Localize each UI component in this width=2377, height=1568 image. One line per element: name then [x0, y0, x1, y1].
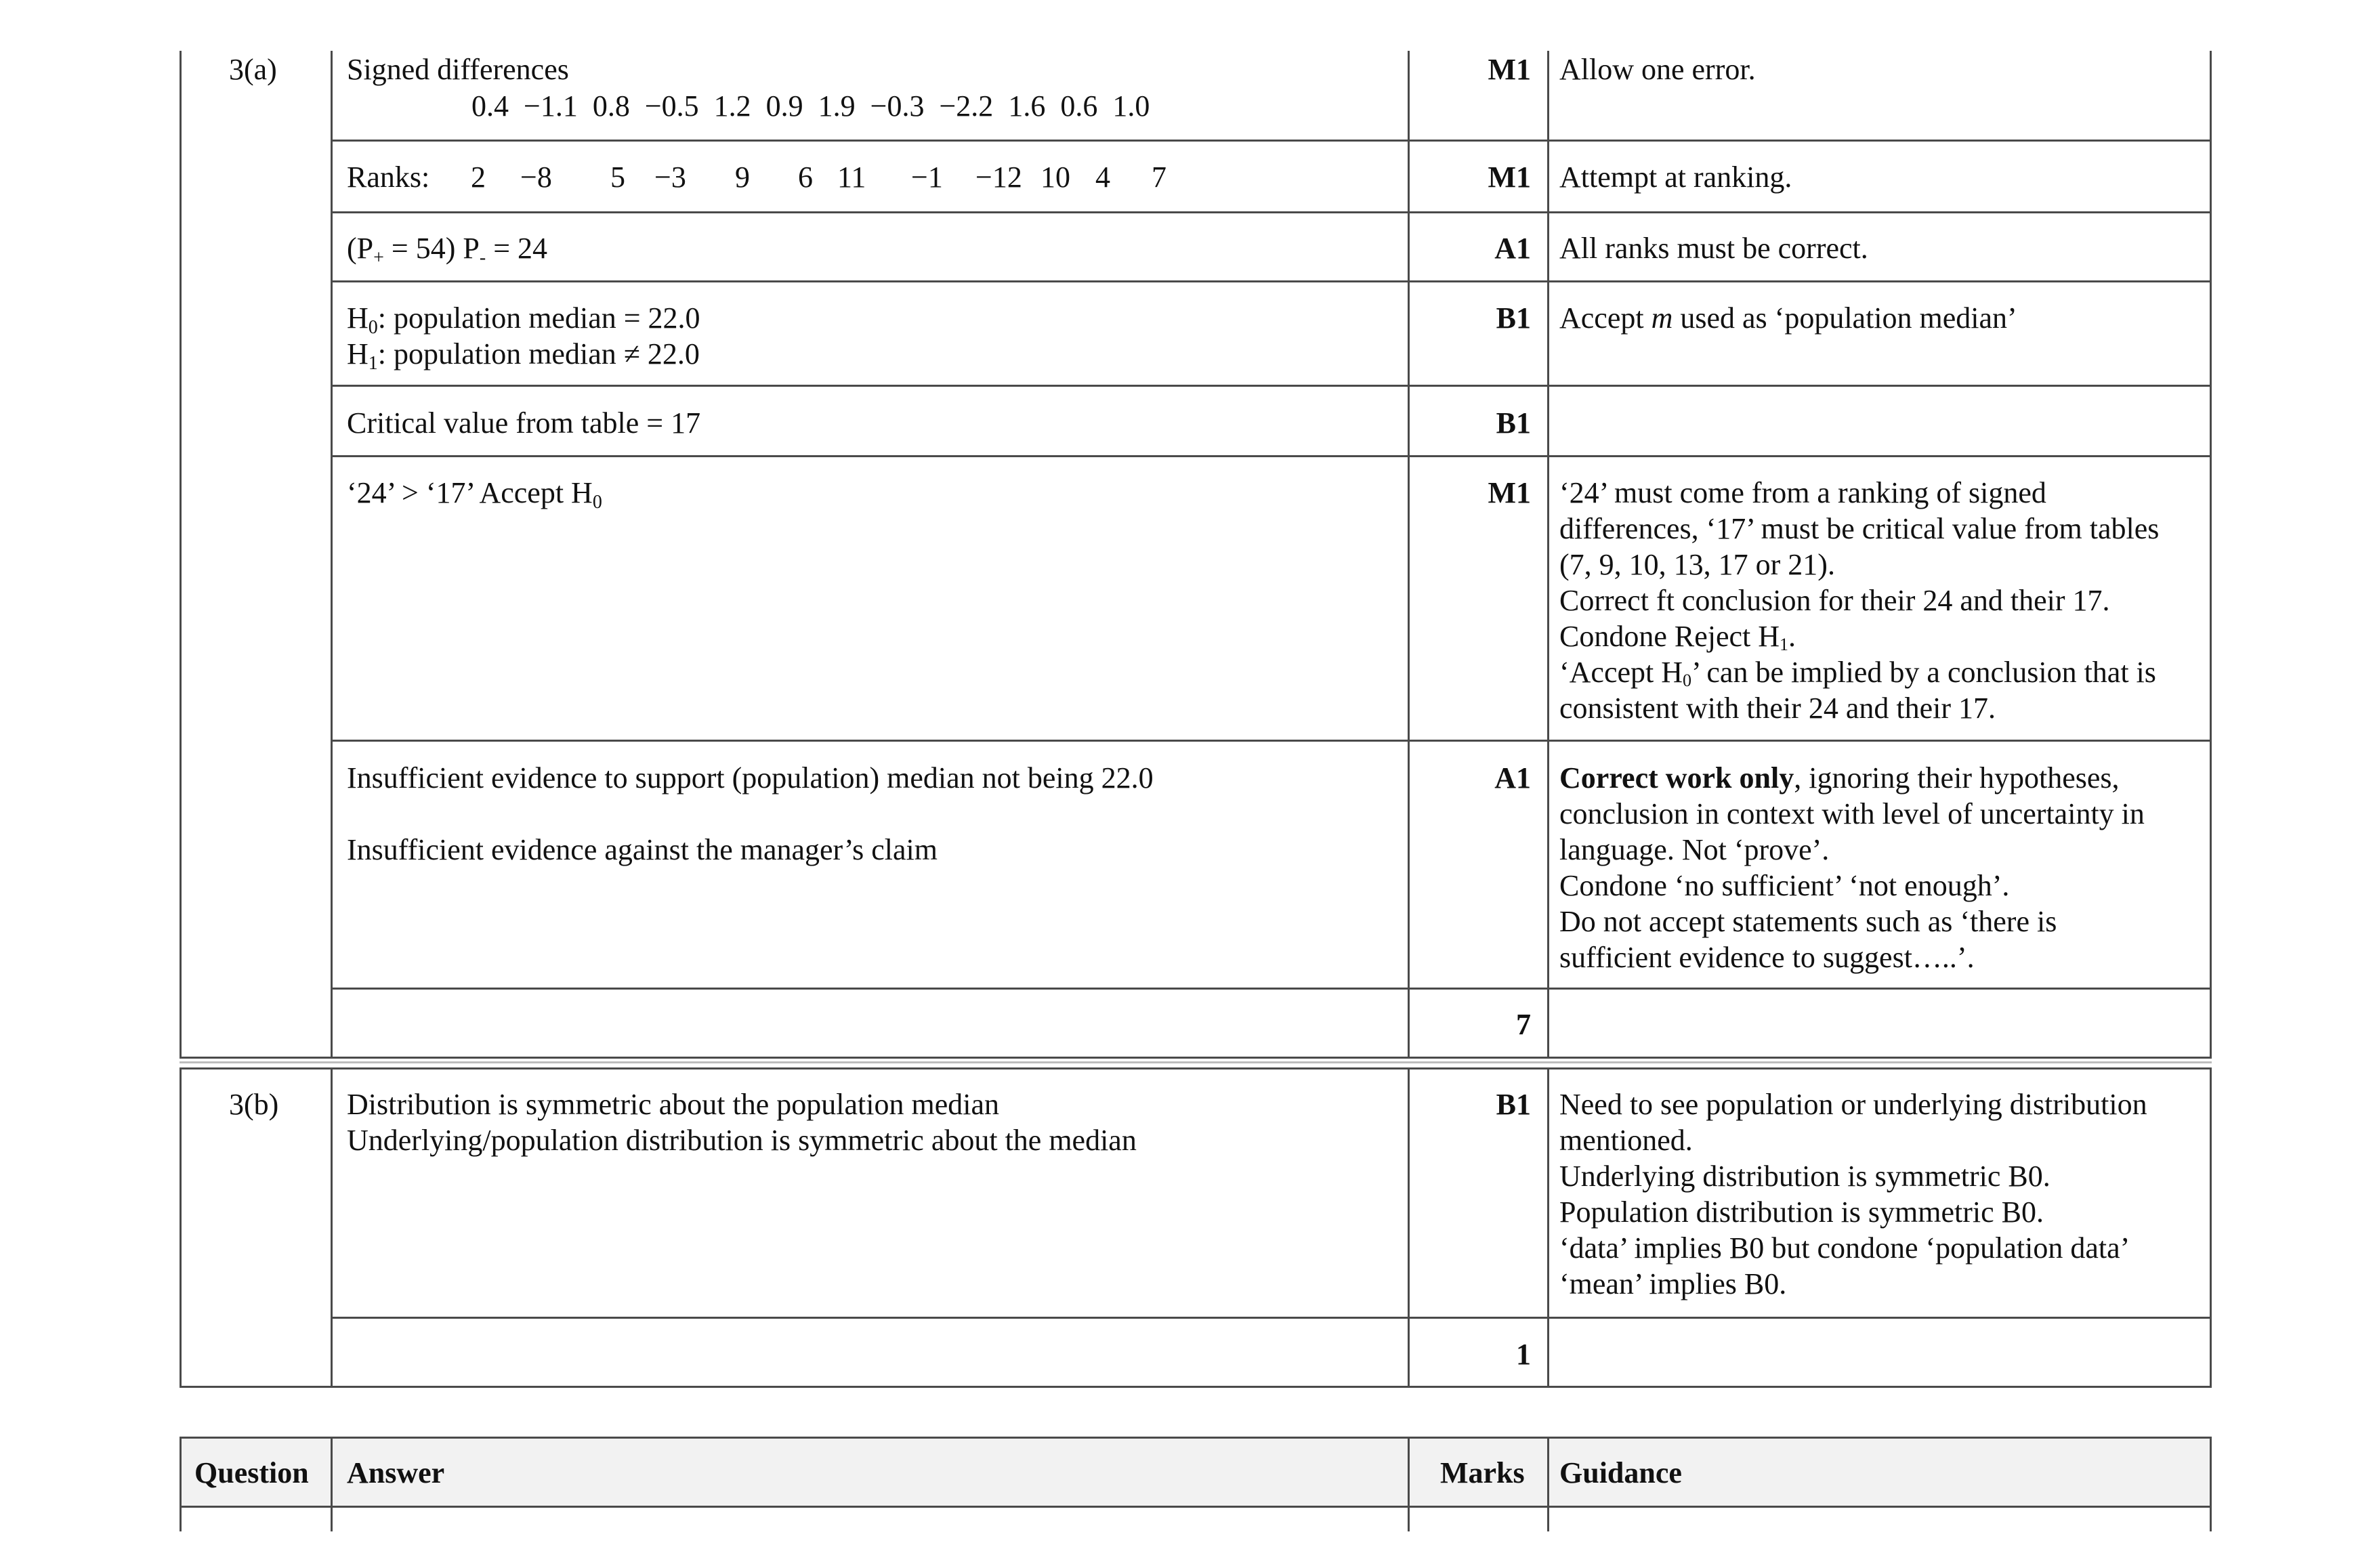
guidance-line: (7, 9, 10, 13, 17 or 21). — [1559, 548, 1835, 581]
signed-differences-values — [471, 88, 1150, 124]
rank-value: −12 — [975, 161, 1022, 194]
null-hypothesis — [347, 300, 700, 336]
alternative-hypothesis — [347, 336, 700, 372]
guidance-line: differences, ‘17’ must be critical value from tables — [1559, 512, 2160, 545]
grid-line — [180, 1067, 2212, 1069]
signed-value: −0.3 — [870, 89, 925, 123]
grid-line — [180, 1437, 182, 1531]
compare-text: ‘24’ > ‘17’ Accept H — [347, 476, 593, 509]
rank-value: 4 — [1095, 161, 1110, 194]
signed-differences-title: Signed differences — [347, 53, 569, 86]
header-question: Question — [194, 1456, 309, 1489]
h0-sub: 0 — [368, 317, 378, 338]
guidance-text: , ignoring their hypotheses, — [1794, 761, 2120, 794]
guidance-line: consistent with their 24 and their 17. — [1559, 692, 1996, 725]
rank-value: 6 — [798, 161, 813, 194]
question-label-3b: 3(b) — [229, 1088, 279, 1121]
ranks-label: Ranks: — [347, 161, 430, 194]
guidance-line: ‘mean’ implies B0. — [1559, 1267, 1787, 1300]
grid-line — [331, 211, 2212, 213]
pplus-rest: = 54) P — [383, 232, 480, 265]
guidance-line: Underlying distribution is symmetric B0. — [1559, 1160, 2050, 1193]
guidance-text: Accept — [1559, 301, 1652, 335]
rank-value: 11 — [837, 161, 866, 194]
guidance-text: used as ‘population median’ — [1673, 301, 2017, 335]
mark-total: 1 — [1516, 1338, 1531, 1371]
guidance-line: ‘24’ must come from a ranking of signed — [1559, 476, 2046, 509]
signed-value: 1.2 — [713, 89, 751, 123]
guidance-ranks-correct — [1559, 230, 1868, 266]
rank-value: 5 — [610, 161, 625, 194]
header-guidance: Guidance — [1559, 1456, 1682, 1489]
guidance-allow-error — [1559, 51, 1756, 87]
rank-sums — [347, 230, 547, 266]
guidance-line: Correct ft conclusion for their 24 and their 17. — [1559, 584, 2110, 617]
compare-sub: 0 — [592, 492, 602, 513]
mark-code: B1 — [1496, 406, 1531, 440]
conclusion-line-1: Insufficient evidence to support (population) median not being 22.0 — [347, 761, 1154, 794]
guidance-text: . — [1788, 620, 1796, 653]
pminus-rest: = 24 — [486, 232, 548, 265]
guidance-bold: Correct work only — [1559, 761, 1794, 794]
h0-prefix: H — [347, 301, 369, 335]
guidance-comparison — [1559, 475, 2159, 726]
h1-text: : population median ≠ 22.0 — [377, 337, 700, 370]
rank-value: −3 — [654, 161, 686, 194]
guidance-line: sufficient evidence to suggest…..’. — [1559, 941, 1975, 974]
h0-text: : population median = 22.0 — [377, 301, 700, 335]
mark-code: M1 — [1488, 161, 1531, 194]
grid-line — [331, 51, 333, 1058]
grid-line — [331, 1067, 333, 1388]
mark-total: 7 — [1516, 1008, 1531, 1041]
grid-line — [2210, 51, 2212, 1058]
grid-line — [1547, 1437, 1549, 1531]
rank-value: −8 — [520, 161, 552, 194]
mark-code: M1 — [1488, 476, 1531, 509]
comparison-conclusion — [347, 475, 602, 511]
guidance-line: Condone ‘no sufficient’ ‘not enough’. — [1559, 869, 2010, 902]
signed-value: −2.2 — [939, 89, 994, 123]
mark-code: B1 — [1496, 301, 1531, 335]
guidance-line — [1559, 654, 2159, 690]
guidance-text: ’ can be implied by a conclusion that is — [1691, 656, 2156, 689]
guidance-symmetry — [1559, 1086, 2147, 1302]
h1-sub: 1 — [368, 353, 378, 374]
signed-value: 1.9 — [818, 89, 856, 123]
guidance-line: Attempt at ranking. — [1559, 161, 1792, 194]
guidance-line: Allow one error. — [1559, 53, 1756, 86]
critical-value: Critical value from table = 17 — [347, 406, 701, 440]
grid-line — [2210, 1437, 2212, 1531]
signed-value: −1.1 — [524, 89, 578, 123]
signed-value: 0.9 — [765, 89, 803, 123]
question-label-3a: 3(a) — [229, 53, 277, 86]
grid-line — [331, 385, 2212, 387]
grid-line — [180, 51, 182, 1058]
rank-value: 10 — [1040, 161, 1070, 194]
guidance-line: Need to see population or underlying distribution — [1559, 1088, 2147, 1121]
guidance-line: ‘data’ implies B0 but condone ‘population data’ — [1559, 1231, 2130, 1265]
answer-line-1: Distribution is symmetric about the population median — [347, 1088, 999, 1121]
grid-line — [331, 1317, 2212, 1319]
signed-value: −0.5 — [644, 89, 699, 123]
pminus-sub: - — [479, 247, 486, 268]
grid-line — [1547, 51, 1549, 1058]
guidance-line: language. Not ‘prove’. — [1559, 833, 1830, 866]
guidance-line: mentioned. — [1559, 1124, 1693, 1157]
grid-line — [2210, 1067, 2212, 1388]
guidance-text: Condone Reject H — [1559, 620, 1780, 653]
grid-line — [1408, 51, 1410, 1058]
grid-line — [331, 988, 2212, 990]
guidance-line: conclusion in context with level of uncertainty in — [1559, 797, 2145, 830]
signed-value: 0.8 — [592, 89, 630, 123]
guidance-line — [1559, 300, 2017, 336]
answer-line-2: Underlying/population distribution is symmetric about the median — [347, 1124, 1137, 1157]
grid-line — [331, 455, 2212, 457]
h1-prefix: H — [347, 337, 369, 370]
grid-line — [180, 1061, 2212, 1063]
grid-line — [331, 280, 2212, 282]
grid-line — [180, 1057, 2212, 1059]
pplus-sub: + — [373, 247, 384, 268]
guidance-line: All ranks must be correct. — [1559, 232, 1868, 265]
guidance-line — [1559, 618, 2159, 654]
pplus-open: (P — [347, 232, 374, 265]
mark-code: A1 — [1494, 232, 1531, 265]
guidance-sub: 0 — [1683, 671, 1692, 690]
grid-line — [331, 1437, 333, 1531]
mark-code: B1 — [1496, 1088, 1531, 1121]
rank-value: 2 — [471, 161, 486, 194]
grid-line — [180, 1506, 2212, 1508]
rank-value: 7 — [1152, 161, 1166, 194]
guidance-symbol-m: m — [1651, 301, 1673, 335]
guidance-conclusion — [1559, 760, 2145, 975]
signed-value: 1.0 — [1112, 89, 1150, 123]
guidance-ranking — [1559, 159, 1792, 195]
grid-line — [1408, 1437, 1410, 1531]
guidance-line — [1559, 760, 2145, 796]
grid-line — [180, 1386, 2212, 1388]
signed-value: 0.6 — [1060, 89, 1098, 123]
conclusion-line-2: Insufficient evidence against the manager’s claim — [347, 833, 938, 866]
rank-value: −1 — [911, 161, 943, 194]
signed-value: 0.4 — [471, 89, 509, 123]
guidance-line: Population distribution is symmetric B0. — [1559, 1195, 2044, 1229]
grid-line — [331, 140, 2212, 142]
rank-value: 9 — [735, 161, 750, 194]
header-answer: Answer — [347, 1456, 445, 1489]
guidance-hypotheses — [1559, 300, 2017, 336]
guidance-line: Do not accept statements such as ‘there is — [1559, 905, 2057, 938]
header-marks: Marks — [1440, 1456, 1525, 1489]
guidance-sub: 1 — [1780, 635, 1789, 654]
grid-line — [180, 1437, 2212, 1439]
grid-line — [331, 740, 2212, 742]
table-header-background — [180, 1439, 2212, 1508]
mark-code: M1 — [1488, 53, 1531, 86]
grid-line — [1547, 1067, 1549, 1388]
mark-code: A1 — [1494, 761, 1531, 794]
grid-line — [180, 1067, 182, 1388]
signed-value: 1.6 — [1008, 89, 1046, 123]
guidance-text: ‘Accept H — [1559, 656, 1683, 689]
